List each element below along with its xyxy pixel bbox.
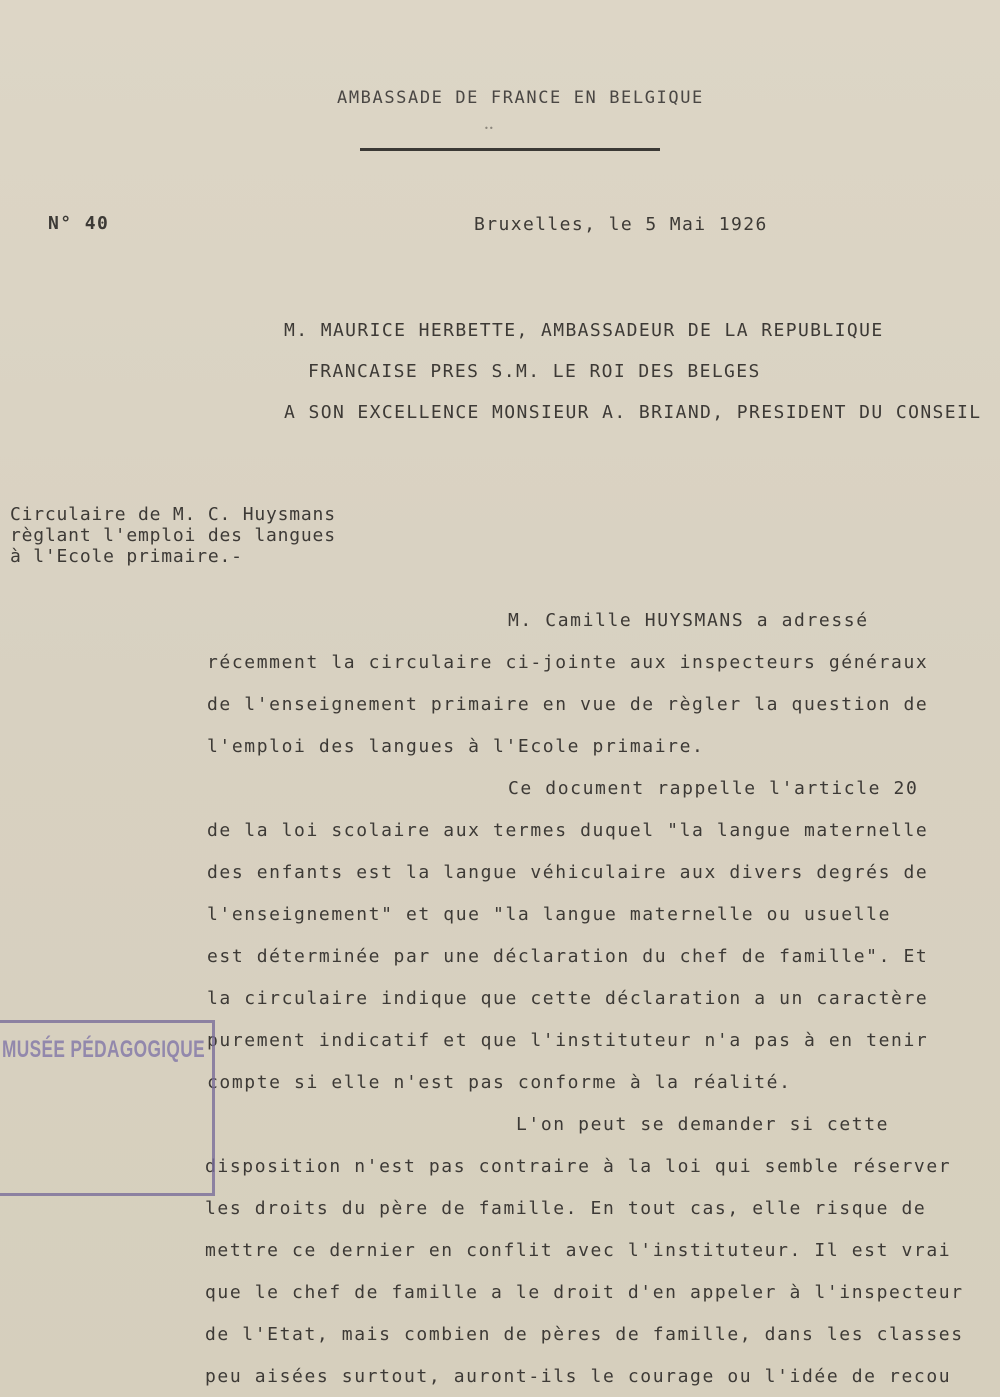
body-line: les droits du père de famille. En tout cas, elle risque de (205, 1198, 927, 1219)
body-line: l'enseignement" et que "la langue maternelle ou usuelle (207, 904, 892, 925)
body-line: M. Camille HUYSMANS a adressé (508, 610, 869, 631)
body-line: la circulaire indique que cette déclaration a un caractère (207, 988, 929, 1009)
body-line: purement indicatif et que l'instituteur n'a pas à en tenir (207, 1030, 929, 1051)
place-and-date: Bruxelles, le 5 Mai 1926 (474, 214, 768, 235)
recipient-line: A SON EXCELLENCE MONSIEUR A. BRIAND, PRESIDENT DU CONSEIL (284, 402, 982, 423)
body-line: de l'enseignement primaire en vue de règler la question de (207, 694, 929, 715)
subject-line: Circulaire de M. C. Huysmans (10, 504, 336, 525)
sender-line: M. MAURICE HERBETTE, AMBASSADEUR DE LA REPUBLIQUE (284, 320, 884, 341)
library-stamp: MUSÉE PÉDAGOGIQUE (2, 1036, 205, 1063)
body-line: de l'Etat, mais combien de pères de famille, dans les classes (205, 1324, 964, 1345)
body-line: l'emploi des langues à l'Ecole primaire. (207, 736, 705, 757)
body-line: L'on peut se demander si cette (516, 1114, 890, 1135)
body-line: est déterminée par une déclaration du chef de famille". Et (207, 946, 929, 967)
header-rule (360, 148, 660, 151)
body-line: peu aisées surtout, auront-ils le courage ou l'idée de recou (205, 1366, 952, 1387)
letterhead-title: AMBASSADE DE FRANCE EN BELGIQUE (337, 88, 704, 108)
subject-block (10, 504, 336, 567)
body-line: compte si elle n'est pas conforme à la réalité. (207, 1072, 792, 1093)
body-line: de la loi scolaire aux termes duquel "la langue maternelle (207, 820, 929, 841)
body-line: Ce document rappelle l'article 20 (508, 778, 919, 799)
body-line: récemment la circulaire ci-jointe aux inspecteurs généraux (207, 652, 929, 673)
dispatch-number: N° 40 (48, 213, 110, 234)
body-line: mettre ce dernier en conflit avec l'instituteur. Il est vrai (205, 1240, 952, 1261)
ink-mark: •• (484, 124, 494, 133)
body-line: disposition n'est pas contraire à la loi qui semble réserver (205, 1156, 952, 1177)
subject-line: règlant l'emploi des langues (10, 525, 336, 546)
sender-line-continued: FRANCAISE PRES S.M. LE ROI DES BELGES (308, 361, 761, 382)
body-line: des enfants est la langue véhiculaire aux divers degrés de (207, 862, 929, 883)
body-line: que le chef de famille a le droit d'en appeler à l'inspecteur (205, 1282, 964, 1303)
subject-line: à l'Ecole primaire.- (10, 546, 243, 567)
